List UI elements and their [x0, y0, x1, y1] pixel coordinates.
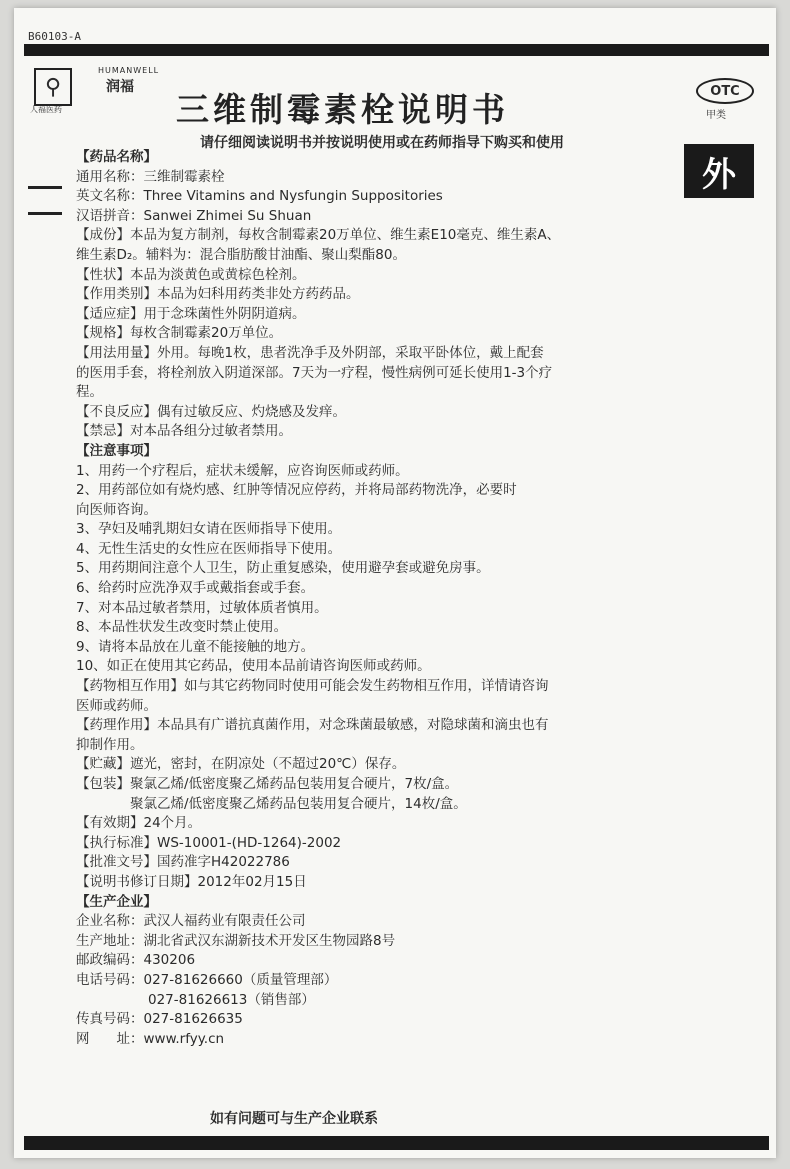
section-drug-name: 【药品名称】	[76, 149, 157, 165]
otc-badge: OTC	[696, 78, 754, 104]
contraindications: 【禁忌】对本品各组分过敏者禁用。	[76, 423, 292, 440]
document-subtitle: 请仔细阅读说明书并按说明使用或在药师指导下购买和使用	[200, 135, 564, 151]
indication: 【适应症】用于念珠菌性外阴阴道病。	[76, 305, 306, 322]
precaution-item: 6、给药时应洗净双手或戴指套或手套。	[76, 580, 315, 597]
company-logo-icon: ⚲	[34, 68, 72, 106]
document-code: B60103-A	[28, 30, 81, 43]
storage: 【贮藏】遮光，密封，在阴凉处（不超过20℃）保存。	[76, 756, 406, 773]
precaution-item: 8、本品性状发生改变时禁止使用。	[76, 619, 288, 636]
approval-number: 【批准文号】国药准字H42022786	[76, 854, 290, 871]
precaution-item: 向医师咨询。	[76, 501, 157, 518]
precaution-item: 2、用药部位如有烧灼感、红肿等情况应停药，并将局部药物洗净，必要时	[76, 482, 517, 499]
appearance: 【性状】本品为淡黄色或黄棕色栓剂。	[76, 266, 306, 283]
packaging-line: 【包装】聚氯乙烯/低密度聚乙烯药品包装用复合硬片，7枚/盒。	[76, 776, 459, 792]
english-name: 英文名称：Three Vitamins and Nysfungin Suppositories	[76, 188, 443, 205]
interactions-line: 【药物相互作用】如与其它药物同时使用可能会发生药物相互作用，详情请咨询	[76, 678, 549, 695]
pinyin-name: 汉语拼音：Sanwei Zhimei Su Shuan	[76, 207, 312, 224]
interactions-line: 医师或药师。	[76, 697, 157, 714]
brand-english: HUMANWELL	[98, 66, 160, 75]
logo-caption: 人福医药	[30, 105, 62, 114]
category: 【作用类别】本品为妇科用药类非处方药药品。	[76, 286, 360, 303]
side-mark-top	[28, 186, 62, 189]
external-use-mark: 外	[684, 144, 754, 198]
ingredients-line: 维生素D₂。辅料为：混合脂肪酸甘油酯、聚山梨酯80。	[76, 246, 406, 263]
document-title: 三维制霉素栓说明书	[176, 90, 509, 129]
leaflet-body	[76, 148, 756, 1049]
dosage-line: 程。	[76, 384, 103, 401]
dosage-line: 【用法用量】外用。每晚1枚，患者洗净手及外阴部，采取平卧体位，戴上配套	[76, 344, 544, 361]
dosage-line: 的医用手套，将栓剂放入阴道深部。7天为一疗程，慢性病例可延长使用1-3个疗	[76, 364, 553, 381]
precaution-item: 10、如正在使用其它药品，使用本品前请咨询医师或药师。	[76, 658, 431, 675]
phone-number: 027-81626613（销售部）	[148, 991, 315, 1008]
precaution-item: 4、无性生活史的女性应在医师指导下使用。	[76, 540, 342, 557]
adverse-reactions: 【不良反应】偶有过敏反应、灼烧感及发痒。	[76, 403, 346, 420]
postal-code: 邮政编码：430206	[76, 952, 196, 969]
shelf-life: 【有效期】24个月。	[76, 815, 202, 832]
precaution-item: 3、孕妇及哺乳期妇女请在医师指导下使用。	[76, 521, 342, 538]
generic-name: 通用名称：三维制霉素栓	[76, 168, 225, 185]
otc-class: 甲类	[706, 110, 726, 121]
pharmacology-line: 抑制作用。	[76, 736, 144, 753]
fax-number: 传真号码：027-81626635	[76, 1011, 243, 1028]
phone-number: 电话号码：027-81626660（质量管理部）	[76, 971, 338, 988]
standard: 【执行标准】WS-10001-(HD-1264)-2002	[76, 834, 342, 851]
section-precautions: 【注意事项】	[76, 442, 157, 459]
company-address: 生产地址：湖北省武汉东湖新技术开发区生物园路8号	[76, 932, 396, 949]
precaution-item: 9、请将本品放在儿童不能接触的地方。	[76, 638, 315, 655]
revision-date: 【说明书修订日期】2012年02月15日	[76, 873, 307, 890]
leaflet-sheet	[14, 8, 776, 1158]
side-mark-bottom	[28, 212, 62, 215]
precaution-item: 1、用药一个疗程后，症状未缓解，应咨询医师或药师。	[76, 462, 409, 479]
ingredients-line: 【成份】本品为复方制剂，每枚含制霉素20万单位、维生素E10毫克、维生素A、	[76, 227, 561, 244]
footer-note: 如有问题可与生产企业联系	[210, 1111, 378, 1127]
top-divider-bar	[24, 44, 769, 56]
precaution-item: 7、对本品过敏者禁用，过敏体质者慎用。	[76, 599, 328, 616]
packaging-line: 聚氯乙烯/低密度聚乙烯药品包装用复合硬片，14枚/盒。	[130, 795, 467, 812]
precaution-item: 5、用药期间注意个人卫生，防止重复感染，使用避孕套或避免房事。	[76, 560, 490, 577]
brand-chinese: 润福	[106, 79, 134, 95]
company-name: 企业名称：武汉人福药业有限责任公司	[76, 913, 306, 930]
section-manufacturer: 【生产企业】	[76, 893, 157, 910]
bottom-divider-bar	[24, 1136, 769, 1150]
pharmacology-line: 【药理作用】本品具有广谱抗真菌作用，对念珠菌最敏感，对隐球菌和滴虫也有	[76, 717, 549, 734]
specification: 【规格】每枚含制霉素20万单位。	[76, 325, 283, 342]
website: 网 址：www.rfyy.cn	[76, 1030, 225, 1047]
